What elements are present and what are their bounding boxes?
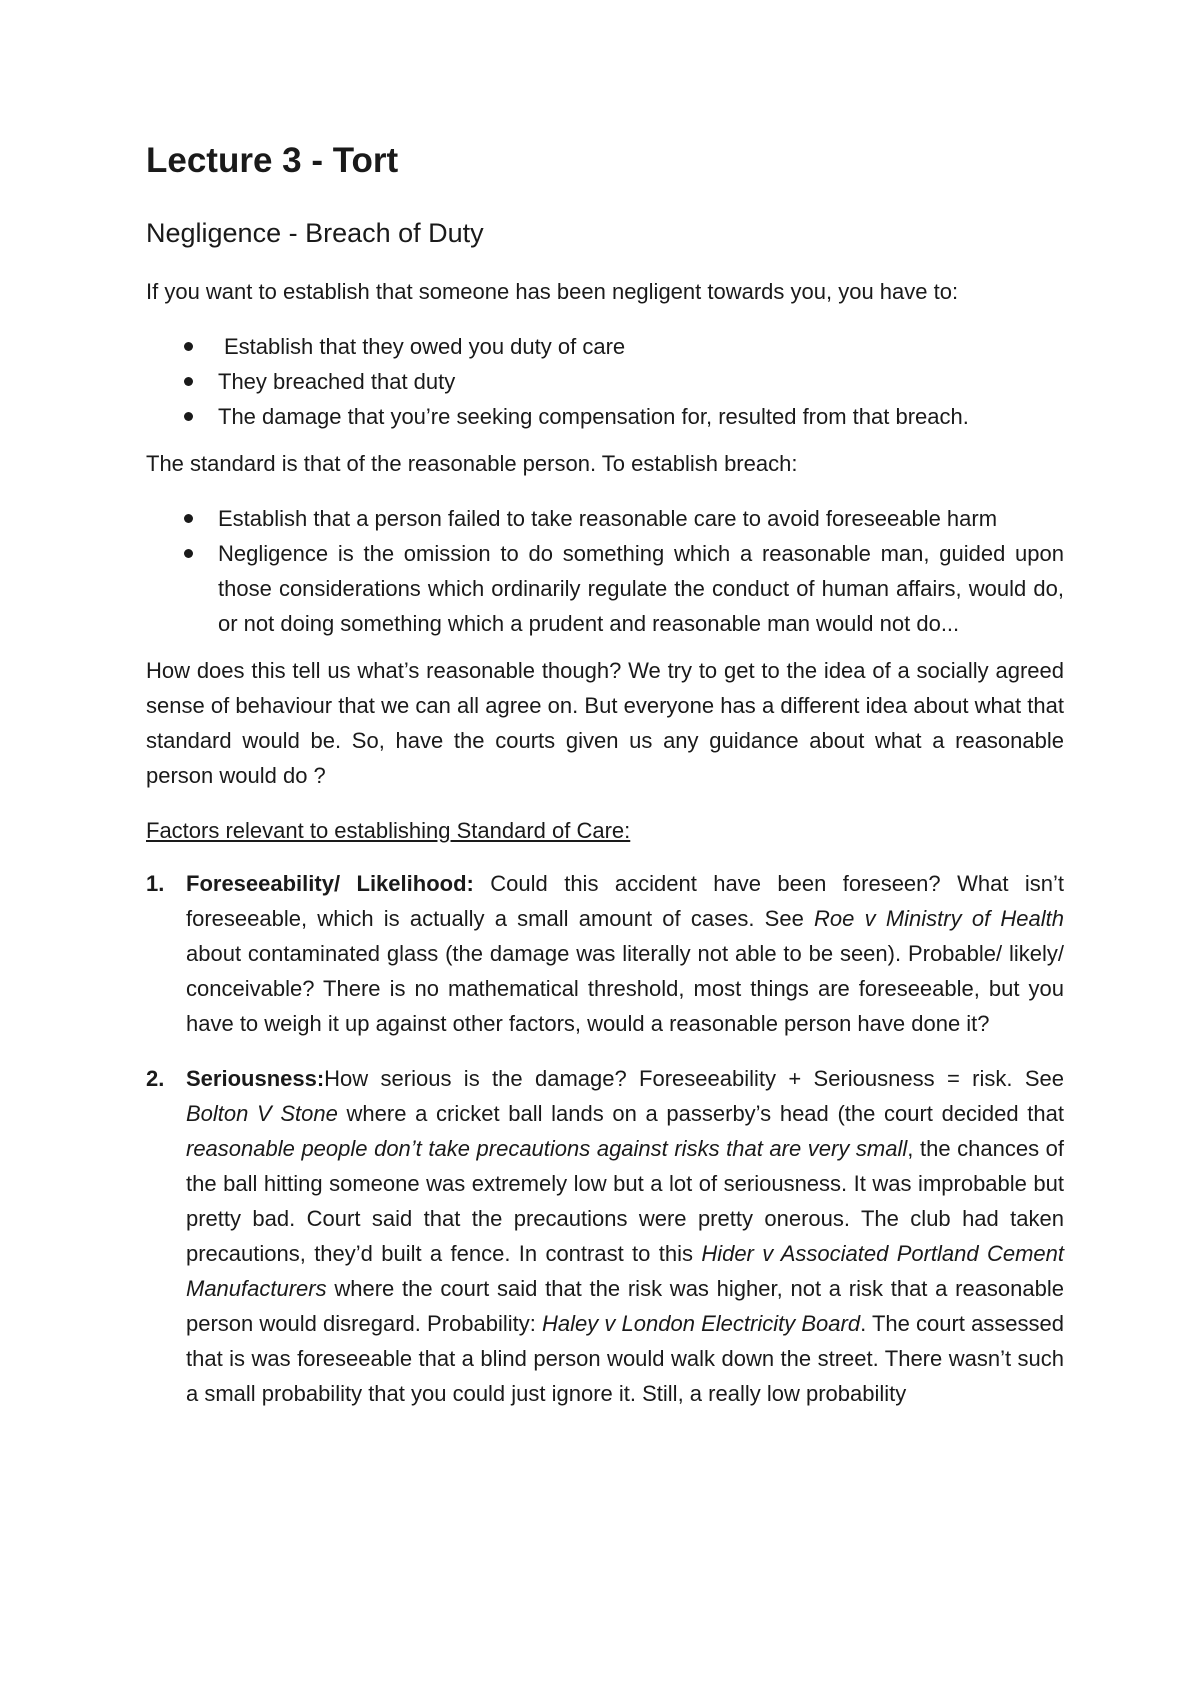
list-item bbox=[218, 501, 1064, 536]
list-item-text: Establish that a person failed to take reasonable care to avoid foreseeable harm bbox=[218, 506, 998, 531]
factor-item-foreseeability bbox=[146, 866, 1064, 1041]
quoted-principle: reasonable people don’t take precautions against risks that are very small bbox=[186, 1136, 908, 1161]
case-name: Haley v London Electricity Board bbox=[542, 1311, 861, 1336]
list-item bbox=[218, 399, 1064, 434]
factor-text: where a cricket ball lands on a passerby’s head (the court decided that bbox=[337, 1101, 1064, 1126]
list-item-text: The damage that you’re seeking compensation for, resulted from that breach. bbox=[218, 404, 969, 429]
list-item bbox=[218, 536, 1064, 641]
intro-paragraph: If you want to establish that someone has been negligent towards you, you have to: bbox=[146, 279, 959, 304]
factor-number: 1. bbox=[146, 871, 165, 896]
factor-text: . The court assessed that is was foreseeable that a blind person would walk down the street. There wasn’t such a small probability that you could just ignore it. Still, a really low probability bbox=[186, 1311, 1065, 1406]
factor-heading: Foreseeability/ Likelihood: bbox=[186, 871, 474, 896]
list-item-text: Establish that they owed you duty of care bbox=[224, 334, 626, 359]
factor-text: How serious is the damage? Foreseeability + Seriousness = risk. See bbox=[324, 1066, 1064, 1091]
factor-text: where the court said that the risk was higher, not a risk that a reasonable person would disregard. Probability: bbox=[186, 1276, 1064, 1336]
page-title: Lecture 3 - Tort bbox=[146, 141, 399, 180]
breach-list bbox=[146, 501, 1064, 641]
case-name: Roe v Ministry of Health bbox=[814, 906, 1064, 931]
factors-heading: Factors relevant to establishing Standard of Care: bbox=[146, 818, 631, 843]
list-item bbox=[218, 364, 1064, 399]
factor-text: Could this accident have been foreseen? What isn’t foreseeable, which is actually a small amount of cases. See bbox=[186, 871, 1064, 931]
case-name: Hider v Associated Portland Cement Manufacturers bbox=[186, 1241, 1065, 1301]
factor-number: 2. bbox=[146, 1066, 165, 1091]
section-subtitle: Negligence - Breach of Duty bbox=[146, 218, 484, 248]
list-item-text: Negligence is the omission to do something which a reasonable man, guided upon those considerations which ordinarily regulate the conduct of human affairs, would do, or not doing something which a prudent and reasonable man would not do... bbox=[218, 541, 1064, 636]
factor-heading: Seriousness: bbox=[186, 1066, 325, 1091]
factor-item-seriousness bbox=[146, 1061, 1065, 1411]
list-item-text: They breached that duty bbox=[218, 369, 456, 394]
standard-paragraph: The standard is that of the reasonable person. To establish breach: bbox=[146, 451, 798, 476]
elements-list bbox=[146, 329, 1064, 434]
factor-text: , the chances of the ball hitting someone was extremely low but a lot of seriousness. It was improbable but pretty bad. Court said that the precautions were pretty onerous. The club had taken precautions, they’d built a fence. In contrast to this bbox=[186, 1136, 1064, 1266]
list-item bbox=[218, 329, 1064, 364]
factor-text: about contaminated glass (the damage was literally not able to be seen). Probable/ likely/ conceivable? There is no mathematical threshold, most things are foreseeable, but you have to weigh it up against other factors, would a reasonable person have done it? bbox=[186, 941, 1064, 1036]
case-name: Bolton V Stone bbox=[186, 1101, 338, 1126]
factors-list bbox=[146, 866, 1064, 1411]
question-paragraph: How does this tell us what’s reasonable though? We try to get to the idea of a socially agreed sense of behaviour that we can all agree on. But everyone has a different idea about what that standard would be. So, have the courts given us any guidance about what a reasonable person would do ? bbox=[146, 658, 1064, 788]
